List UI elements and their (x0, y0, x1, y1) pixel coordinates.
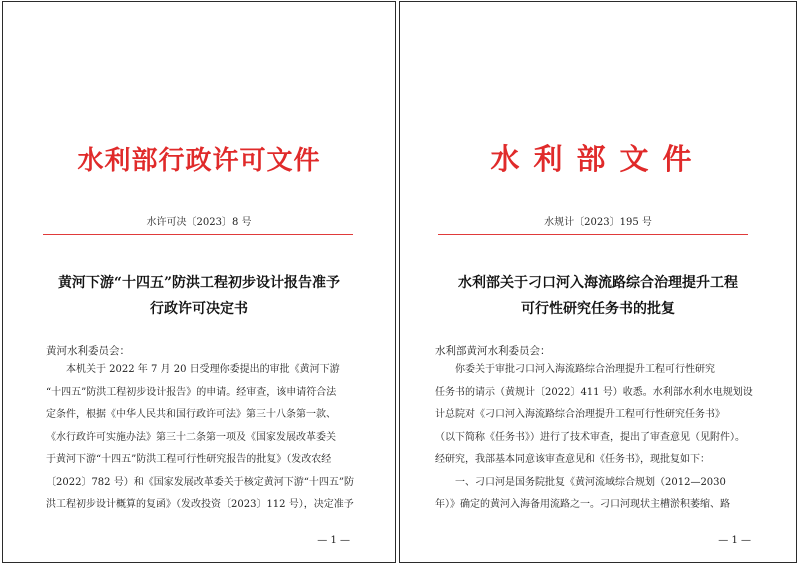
right-body-line: 计总院对《刁口河入海流路综合治理提升工程可行性研究任务书》 (435, 409, 725, 420)
left-body-line: 洪工程初步设计概算的复函》（发改投资〔2023〕112 号），决定准予 (46, 499, 354, 510)
left-title-line: 行政许可决定书 (150, 301, 248, 317)
left-salutation: 黄河水利委员会： (46, 345, 130, 357)
left-page-number: — 1 — (317, 535, 350, 546)
left-body-line: 《水行政许可实施办法》第三十二条第一项及《国家发展改革委关 (46, 431, 336, 443)
left-body-line: “十四五”防洪工程初步设计报告》的申请。经审查，该申请符合法 (46, 386, 337, 398)
right-document-number: 水规计〔2023〕195 号 (544, 217, 652, 228)
left-body-text (46, 359, 366, 517)
left-body-line: 〔2022〕782 号）和《国家发展改革委关于核定黄河下游“十四五”防 (46, 476, 354, 488)
right-page-number: — 1 — (718, 535, 751, 546)
left-body-line: 本机关于 2022 年 7 月 20 日受理你委提出的审批《黄河下游 (46, 364, 340, 375)
right-body-line: 一、刁口河是国务院批复《黄河流域综合规划（2012—2030 (435, 476, 726, 488)
left-red-header: 水利部行政许可文件 (77, 146, 321, 176)
right-document-page (399, 1, 797, 563)
left-document-number: 水许可决〔2023〕8 号 (146, 217, 252, 228)
right-body-line: （以下简称《任务书》）进行了技术审查，提出了审查意见（见附件）。 (435, 431, 745, 443)
right-title-line: 可行性研究任务书的批复 (521, 301, 675, 317)
left-red-divider (43, 234, 353, 235)
left-document-title (23, 270, 375, 322)
right-body-text (435, 359, 775, 517)
right-body-line: 经研究，我部基本同意该审查意见和《任务书》，现批复如下： (435, 454, 710, 465)
right-red-header: 水利部文件 (490, 142, 706, 176)
right-document-title (420, 270, 776, 322)
right-body-line: 年）》确定的黄河入海备用流路之一。刁口河现状主槽淤积萎缩、路 (435, 499, 730, 510)
left-title-line: 黄河下游“十四五”防洪工程初步设计报告准予 (57, 275, 341, 291)
left-document-page (2, 1, 396, 563)
right-title-line: 水利部关于刁口河入海流路综合治理提升工程 (458, 275, 738, 291)
right-salutation: 水利部黄河水利委员会： (435, 345, 551, 357)
right-body-line: 你委关于审批刁口河入海流路综合治理提升工程可行性研究 (435, 364, 715, 375)
right-red-divider (438, 234, 748, 235)
right-body-line: 任务书的请示（黄规计〔2022〕411 号）收悉。水利部水利水电规划设 (435, 386, 753, 398)
left-body-line: 于黄河下游“十四五”防洪工程可行性研究报告的批复》（发改农经 (46, 454, 332, 465)
left-body-line: 定条件，根据《中华人民共和国行政许可法》第三十八条第一款、 (46, 409, 336, 420)
